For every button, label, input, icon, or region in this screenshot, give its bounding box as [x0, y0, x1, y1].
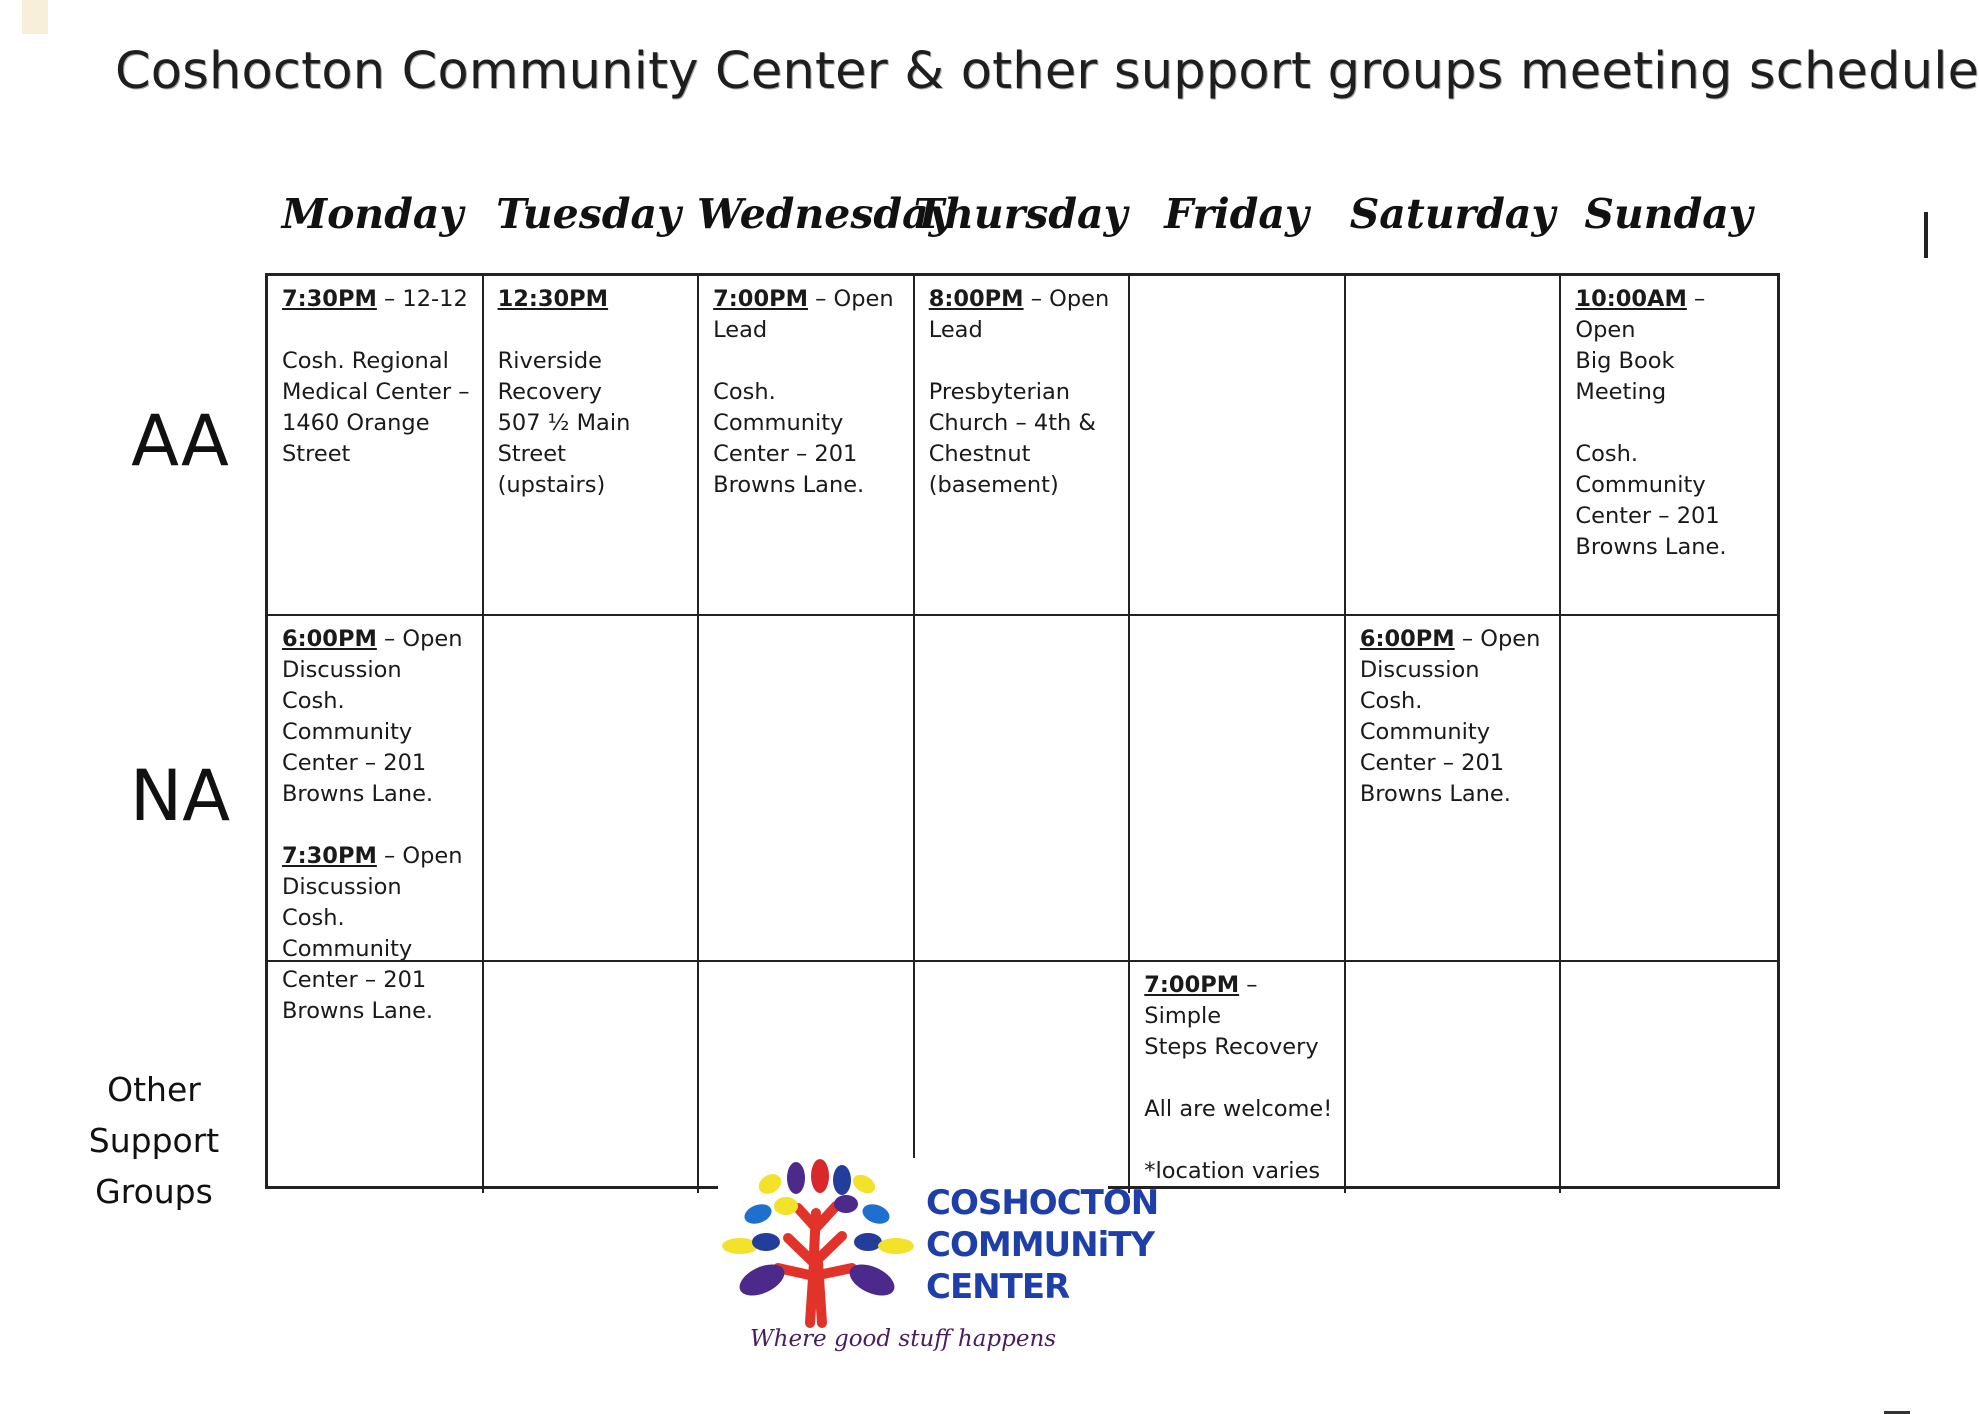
meeting-line: Browns Lane.: [282, 781, 434, 807]
row-label-other-line: Support: [88, 1121, 220, 1160]
line-gap: [1144, 1125, 1334, 1156]
meeting-line: Steps Recovery: [1144, 1034, 1319, 1060]
logo-tagline: Where good stuff happens: [750, 1326, 1057, 1352]
cell-na-monday: [268, 616, 484, 1024]
page-title: Coshocton Community Center & other support groups meeting schedule: [115, 42, 1979, 101]
cell-other-sunday: [1561, 962, 1777, 1193]
cell-aa-sunday: [1561, 276, 1777, 616]
meeting-type: – Open: [376, 626, 463, 652]
meeting-line: Big Book Meeting: [1575, 348, 1675, 405]
meeting-time: 7:00PM: [713, 286, 808, 312]
meeting-line: Center – 201: [1575, 503, 1720, 529]
meeting-type: – Simple: [1144, 972, 1258, 1029]
meeting-time: 8:00PM: [928, 286, 1024, 312]
meeting-line: *location varies: [1144, 1158, 1321, 1184]
meeting-line: Browns Lane.: [1575, 534, 1727, 560]
meeting-entry: [498, 284, 688, 501]
leaf-shape: [752, 1233, 780, 1251]
day-header-tuesday: Tuesday: [496, 190, 681, 238]
line-gap: [713, 346, 903, 377]
cell-na-saturday: [1346, 616, 1562, 962]
meeting-time: 7:30PM: [282, 286, 377, 312]
line-gap: [1575, 408, 1767, 439]
leaf-shape: [854, 1233, 882, 1251]
meeting-time: 7:30PM: [282, 843, 377, 869]
meeting-time: 6:00PM: [1359, 626, 1455, 652]
cell-aa-wednesday: [699, 276, 915, 616]
logo-name-line: COMMUNiTY: [926, 1225, 1155, 1265]
line-gap: [1144, 1063, 1334, 1094]
day-header-wednesday: Wednesday: [697, 190, 953, 238]
meeting-type: – 12-12: [376, 286, 468, 312]
meeting-line: Cosh. Regional: [282, 348, 449, 374]
meeting-type: – Open: [1454, 626, 1541, 652]
row-label-na: NA: [129, 755, 231, 837]
community-center-logo: [718, 1158, 1159, 1368]
meeting-line: Street: [282, 441, 351, 467]
day-header-sunday: Sunday: [1584, 190, 1753, 238]
tree-logo-icon: [718, 1158, 918, 1328]
meeting-line: Cosh. Community: [282, 905, 413, 962]
meeting-line: Riverside: [497, 348, 602, 374]
line-gap: [929, 346, 1119, 377]
meeting-line: Recovery: [497, 379, 602, 405]
meeting-line: Center – 201: [713, 441, 858, 467]
cell-other-tuesday: [484, 962, 700, 1193]
meeting-line: Church – 4th &: [928, 410, 1096, 436]
meeting-line: Cosh. Community: [282, 688, 413, 745]
leaf-shape: [850, 1171, 879, 1197]
meeting-time: 7:00PM: [1144, 972, 1240, 998]
scan-corner-mark: [22, 0, 48, 34]
meeting-line: Center – 201: [1359, 750, 1505, 776]
meeting-time: 10:00AM: [1575, 286, 1687, 312]
cell-other-monday: [268, 962, 484, 1193]
logo-name-line: COSHOCTON: [926, 1183, 1159, 1223]
meeting-line: Medical Center –: [282, 379, 470, 405]
leaf-shape: [811, 1159, 829, 1193]
day-header-saturday: Saturday: [1349, 190, 1556, 238]
meeting-type: – Open: [1023, 286, 1110, 312]
line-gap: [282, 315, 472, 346]
cell-na-tuesday: [484, 616, 700, 962]
day-header-friday: Friday: [1164, 190, 1309, 238]
cell-aa-tuesday: [484, 276, 700, 616]
meeting-line: Presbyterian: [928, 379, 1071, 405]
meeting-entry: [713, 284, 903, 501]
leaf-shape: [834, 1195, 858, 1213]
cell-aa-monday: [268, 276, 484, 616]
leaf-shape: [878, 1238, 914, 1254]
meeting-line: Lead: [928, 317, 983, 343]
leaf-shape: [787, 1162, 805, 1194]
cell-na-thursday: [915, 616, 1131, 962]
meeting-line: All are welcome!: [1144, 1096, 1333, 1122]
meeting-entry: [282, 284, 472, 470]
tree-trunk: [778, 1206, 852, 1323]
day-header-thursday: Thursday: [913, 190, 1128, 238]
meeting-line: Chestnut: [928, 441, 1031, 467]
meeting-line: (upstairs): [497, 472, 606, 498]
meeting-type: – Open: [808, 286, 894, 312]
row-label-other-line: Other: [107, 1070, 201, 1109]
cell-na-friday: [1130, 616, 1346, 962]
cell-na-wednesday: [699, 616, 915, 962]
leaf-shape: [860, 1201, 892, 1227]
meeting-line: Cosh. Community: [1359, 688, 1491, 745]
schedule-grid: [265, 273, 1780, 1189]
scan-edge-mark: [1924, 212, 1928, 258]
cell-aa-saturday: [1346, 276, 1562, 616]
meeting-line: Center – 201: [282, 967, 427, 993]
meeting-entry: [1575, 284, 1767, 563]
meeting-line: Lead: [713, 317, 768, 343]
cell-na-sunday: [1561, 616, 1777, 962]
meeting-line: Discussion: [1359, 657, 1480, 683]
meeting-entry: [929, 284, 1119, 501]
row-label-other-line: Groups: [95, 1172, 213, 1211]
meeting-entry: [282, 624, 472, 810]
meeting-line: 1460 Orange: [282, 410, 430, 436]
meeting-entry: [1360, 624, 1550, 810]
meeting-line: (basement): [928, 472, 1059, 498]
meeting-time: 12:30PM: [497, 286, 609, 312]
meeting-line: Cosh. Community: [1575, 441, 1706, 498]
meeting-line: 507 ½ Main Street: [497, 410, 631, 467]
leaf-shape: [774, 1197, 798, 1215]
logo-name-line: CENTER: [926, 1267, 1070, 1307]
meeting-entry: [1144, 970, 1334, 1187]
meeting-line: Discussion: [282, 657, 402, 683]
meeting-type: – Open: [376, 843, 463, 869]
leaf-shape: [755, 1170, 785, 1198]
cell-other-friday: [1130, 962, 1346, 1193]
meeting-type: – Open: [1575, 286, 1706, 343]
meeting-time: 6:00PM: [282, 626, 377, 652]
cell-other-saturday: [1346, 962, 1562, 1193]
meeting-line: Browns Lane.: [282, 998, 434, 1024]
row-label-aa: AA: [131, 400, 229, 482]
row-label-other: [78, 1064, 230, 1217]
meeting-line: Browns Lane.: [1359, 781, 1511, 807]
cell-aa-thursday: [915, 276, 1131, 616]
meeting-line: Cosh. Community: [713, 379, 844, 436]
line-gap: [498, 315, 688, 346]
leaf-shape: [742, 1201, 774, 1227]
meeting-line: Browns Lane.: [713, 472, 865, 498]
leaf-shape: [833, 1165, 851, 1195]
meeting-line: Center – 201: [282, 750, 427, 776]
logo-name: [926, 1182, 1158, 1308]
meeting-line: Discussion: [282, 874, 402, 900]
cell-aa-friday: [1130, 276, 1346, 616]
day-header-monday: Monday: [281, 190, 464, 238]
